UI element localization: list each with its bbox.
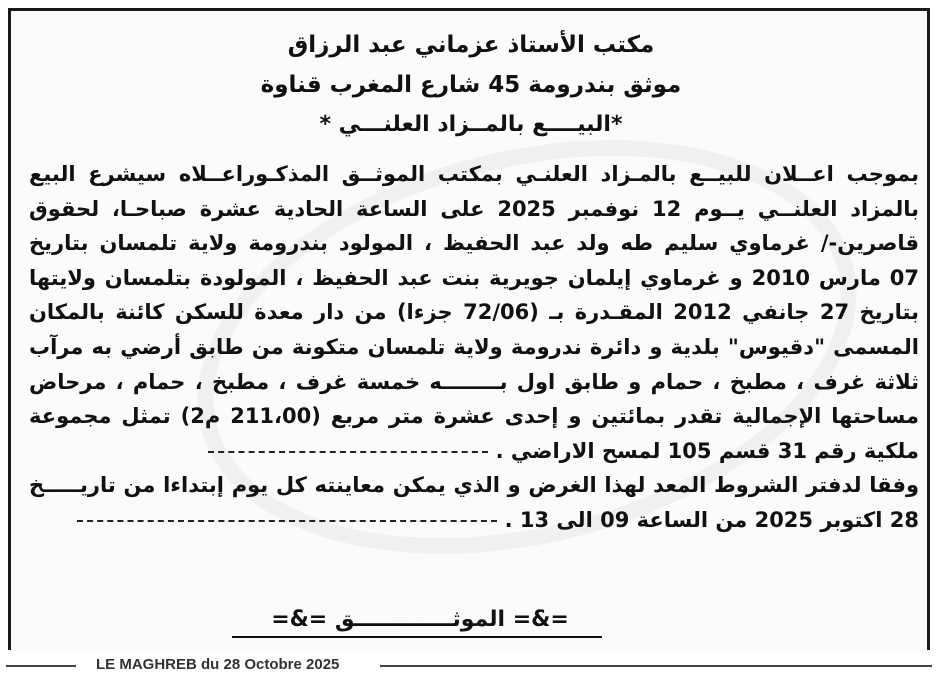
- body-line-4: 07 مارس 2010 و غرماوي إيلمان جويرية بنت عبد الحفيظ ، المولودة بتلمسان ولايتها: [29, 265, 919, 290]
- body-line-9: [29, 434, 919, 469]
- body-line-8: مساحتها الإجمالية تقدر بمائتين و إحدى عشرة متر مربع (211،00 م2) تمثل مجموعة: [29, 404, 919, 429]
- footer-rule-left: [6, 665, 76, 667]
- newspaper-source: LE MAGHREB du 28 Octobre 2025: [96, 656, 340, 673]
- signature-underline: [232, 636, 602, 638]
- body-line-3: قاصرين-/ غرماوي سليم طه ولد عبد الحفيظ ، المولود بندرومة ولاية تلمسان بتاريخ: [29, 231, 919, 256]
- dash-filler: [208, 451, 488, 453]
- footer-rule-right: [380, 665, 932, 667]
- body-line-10: وفقا لدفتر الشروط المعد لهذا الغرض و الذي يمكن معاينته كل يوم إبتداءا من تاريـــــخ: [29, 473, 919, 498]
- office-name: مكتب الأستاذ عزماني عبد الرزاق: [287, 32, 655, 58]
- body-line-7: ثلاثة غرف ، مطبخ ، حمام و طابق اول بــــــــه خمسة غرف ، مطبخ ، حمام ، مرحاض: [29, 369, 919, 394]
- announcement-frame: [8, 8, 930, 658]
- announcement-body: [29, 157, 919, 538]
- body-line-5: بتاريخ 27 جانفي 2012 المقـدرة بـ (72/06 جزءا) من دار معدة للسكن كائنة بالمكان: [29, 300, 919, 325]
- source-footer: [0, 650, 940, 681]
- body-line-2: بالمزاد العلنــي يــوم 12 نوفمبر 2025 على الساعة الحادية عشرة صباحـا، لحقوق: [29, 196, 919, 221]
- body-line-6: المسمى "دقيوس" بلدية و دائرة ندرومة ولاية تلمسان متكونة من طابق أرضي به مرآب: [29, 334, 919, 359]
- body-line-9-text: ملكية رقم 31 قسم 105 لمسح الاراضي .: [495, 438, 919, 463]
- dash-filler: [77, 520, 497, 522]
- body-line-11: [29, 503, 919, 538]
- announcement-title: *البيــــع بالمــزاد العلنـــي *: [319, 112, 623, 137]
- notary-signature: =&= الموثـــــــــــــق =&=: [271, 607, 569, 632]
- office-address: موثق بندرومة 45 شارع المغرب قناوة: [260, 72, 682, 98]
- body-line-11-text: 28 اكتوبر 2025 من الساعة 09 الى 13 .: [504, 507, 919, 532]
- body-line-1: بموجب اعــلان للبيــع بالمـزاد العلنـي بمكتب الموثــق المذكـوراعــلاه سيشرع البيع: [29, 162, 919, 186]
